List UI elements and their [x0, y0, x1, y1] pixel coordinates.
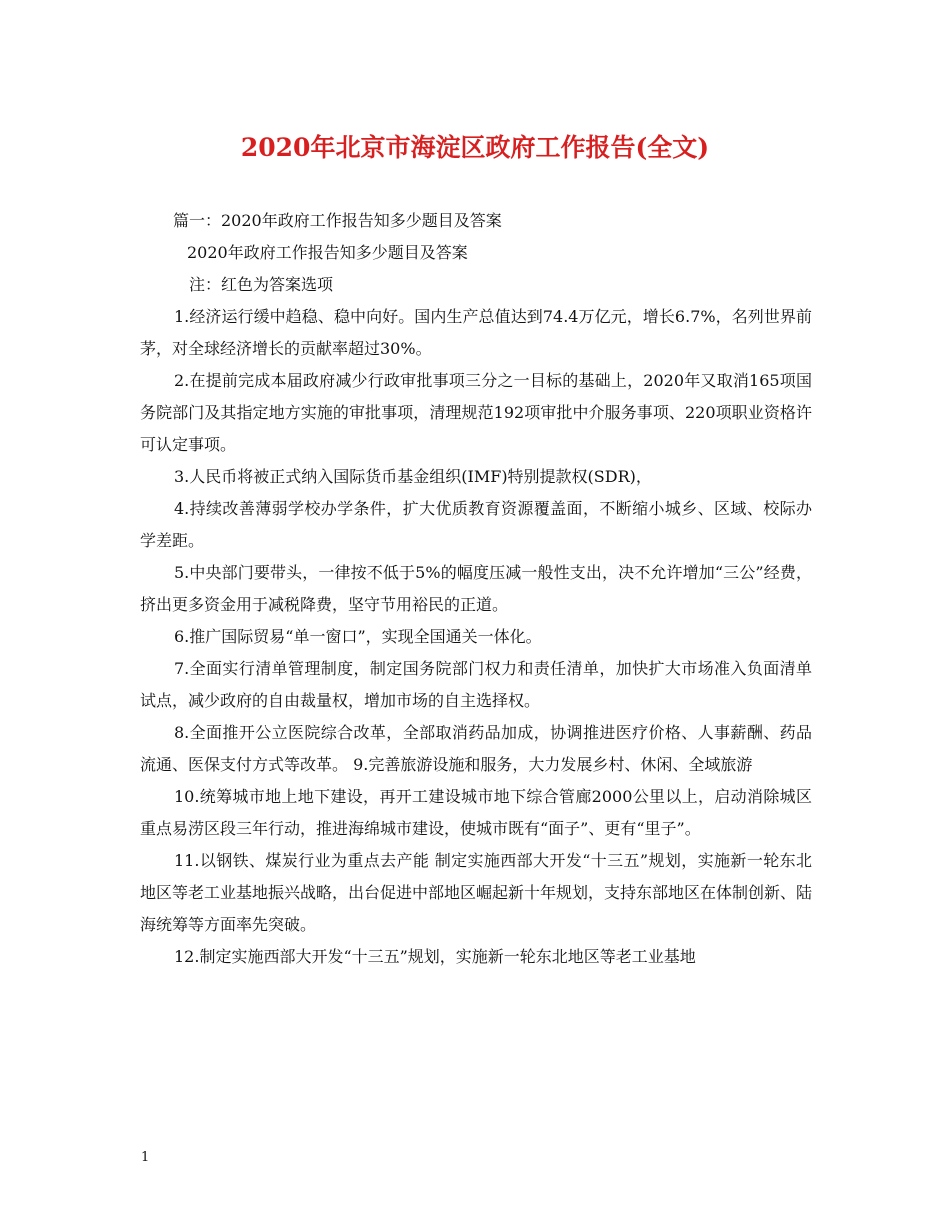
document-body: [140, 205, 812, 973]
page-number: 1: [141, 1150, 150, 1165]
paragraph-subheading: 2020年政府工作报告知多少题目及答案: [187, 243, 468, 262]
paragraph-item-10: 10.统筹城市地上地下建设，再开工建设城市地下综合管廊2000公里以上，启动消除城区重点易涝区段三年行动，推进海绵城市建设，使城市既有“面子”、更有“里子”。: [140, 787, 812, 838]
paragraph-item-8-9: 8.全面推开公立医院综合改革，全部取消药品加成，协调推进医疗价格、人事薪酬、药品流通、医保支付方式等改革。 9.完善旅游设施和服务，大力发展乡村、休闲、全域旅游: [140, 723, 812, 774]
paragraph-item-7: 7.全面实行清单管理制度，制定国务院部门权力和责任清单，加快扩大市场准入负面清单试点，减少政府的自由裁量权，增加市场的自主选择权。: [140, 659, 812, 710]
document-title: 2020年北京市海淀区政府工作报告(全文): [240, 133, 710, 162]
paragraph-item-1: 1.经济运行缓中趋稳、稳中向好。国内生产总值达到74.4万亿元，增长6.7%，名列世界前茅，对全球经济增长的贡献率超过30%。: [140, 307, 812, 358]
paragraph-section-heading: 篇一：2020年政府工作报告知多少题目及答案: [173, 211, 502, 230]
paragraph-item-5: 5.中央部门要带头，一律按不低于5%的幅度压减一般性支出，决不允许增加“三公”经费，挤出更多资金用于减税降费，坚守节用裕民的正道。: [140, 563, 812, 614]
paragraph-item-4: 4.持续改善薄弱学校办学条件，扩大优质教育资源覆盖面，不断缩小城乡、区域、校际办学差距。: [140, 499, 812, 550]
paragraph-item-12: 12.制定实施西部大开发“十三五”规划，实施新一轮东北地区等老工业基地: [174, 947, 696, 966]
paragraph-item-11: 11.以钢铁、煤炭行业为重点去产能 制定实施西部大开发“十三五”规划，实施新一轮东北地区等老工业基地振兴战略，出台促进中部地区崛起新十年规划，支持东部地区在体制创新、陆海统筹等方面率先突破。: [140, 851, 813, 934]
paragraph-item-2: 2.在提前完成本届政府减少行政审批事项三分之一目标的基础上，2020年又取消165项国务院部门及其指定地方实施的审批事项，清理规范192项审批中介服务事项、220项职业资格许可认定事项。: [140, 371, 812, 454]
paragraph-item-3: 3.人民币将被正式纳入国际货币基金组织(IMF)特别提款权(SDR)，: [174, 467, 652, 486]
paragraph-note: 注：红色为答案选项: [189, 275, 334, 294]
paragraph-item-6: 6.推广国际贸易“单一窗口”，实现全国通关一体化。: [174, 627, 542, 646]
